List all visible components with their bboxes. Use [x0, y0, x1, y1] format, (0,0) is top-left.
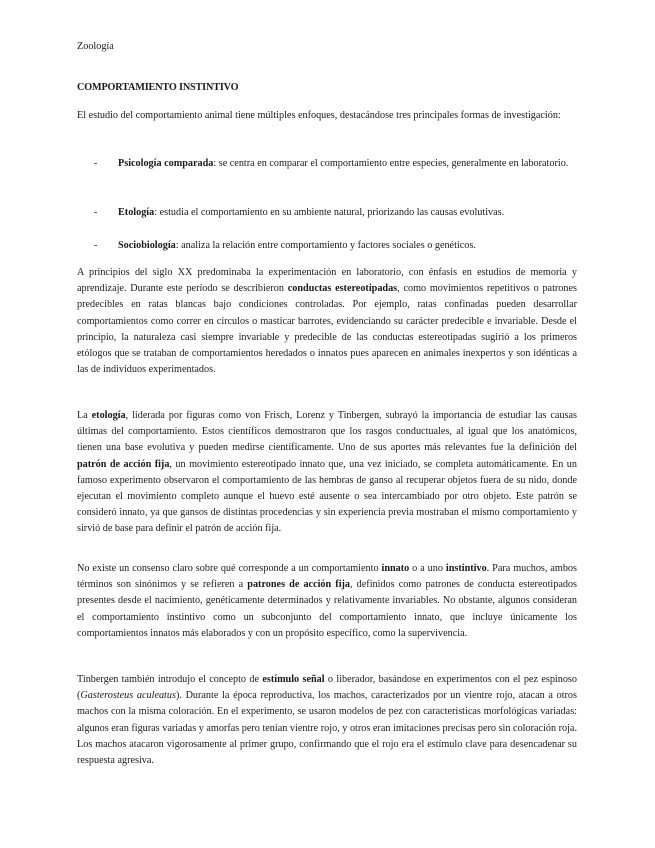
- paragraph-sign-stimulus: [77, 672, 577, 769]
- bold-term: patrón de acción fija: [77, 458, 170, 470]
- bullet-dash: -: [94, 158, 98, 169]
- paragraph-stereotyped-behavior: [77, 265, 577, 378]
- list-item-description: : estudia el comportamiento en su ambiente natural, priorizando las causas evolutivas.: [154, 207, 505, 218]
- text-run: La: [77, 410, 92, 421]
- bold-term: instintivo: [445, 563, 487, 574]
- list-item-term: Etología: [118, 207, 155, 218]
- bold-term: estímulo señal: [262, 674, 325, 685]
- bullet-dash: -: [94, 207, 98, 218]
- text-run: , definidos como patrones de conducta estereotipados presentes desde el nacimiento, genéticamente determinados y relativamente invariables. No obstante, algunos consideran el comportamiento instintivo como un subconjunto del comportamiento innato, que incluye únicamente los comportamientos innatos más elaborados y con un propósito específico, como la supervivencia.: [77, 579, 577, 639]
- list-item-text: [118, 238, 577, 254]
- list-item-term: Sociobiología: [118, 240, 176, 251]
- list-item-term: Psicología comparada: [118, 158, 214, 169]
- text-run: o liberador, basándose en experimentos con el pez espinoso (: [77, 674, 577, 702]
- bold-term: patrones de acción fija: [247, 579, 351, 591]
- text-run: No existe un consenso claro sobre qué corresponde a un comportamiento: [77, 563, 382, 574]
- text-run: , como movimientos repetitivos o patrones predecibles en ratas blancas bajo condiciones controladas. Por ejemplo, ratas confinadas pueden desarrollar comportamientos como correr en círculos o masticar barrotes, evidenciando su carácter predecible e invariable. Desde el principio, la naturaleza casi siempre invariable y predecible de las conductas estereotipadas sugirió a los primeros etólogos que se trataban de comportamientos heredados o innatos pues aparecen en animales inexpertos y son idénticas a las de individuos experimentados.: [77, 283, 577, 376]
- bold-term: innato: [381, 563, 410, 574]
- paragraph-ethology: [77, 408, 577, 538]
- list-item: [94, 238, 577, 254]
- intro-paragraph: El estudio del comportamiento animal tiene múltiples enfoques, destacándose tres principales formas de investigación:: [77, 110, 561, 121]
- paragraph-innate-instinctive: [77, 561, 577, 642]
- list-item: [94, 156, 577, 172]
- text-run: o a uno: [409, 563, 446, 574]
- text-run: ). Durante la época reproductiva, los machos, caracterizados por un vientre rojo, atacan a otros machos con la misma coloración. En el experimento, se usaron modelos de pez con características morfológicas variadas: algunos eran figuras variadas y amorfas pero tenían vientre rojo, y otros eran imitaciones precisas pero sin coloración roja. Los machos atacaron vigorosamente al primer grupo, confirmando que el rojo era el estímulo clave para desencadenar su respuesta agresiva.: [77, 690, 577, 767]
- page-title: COMPORTAMIENTO INSTINTIVO: [77, 82, 239, 93]
- text-run: , un movimiento estereotipado innato que, una vez iniciado, se completa automáticamente. En un famoso experimento observaron el comportamiento de las hembras de ganso al recuperar objetos fuera de su nido, donde ejecutan el movimiento completo aunque el huevo esté ausente o sea intercambiado por otro objeto. Este patrón se consideró innato, ya que gansos de distintas procedencias y sin experiencia previa mostraban el mismo comportamiento y sirvió de base para definir el patrón de acción fija.: [77, 458, 577, 535]
- species-name: Gasterosteus aculeatus: [80, 690, 176, 702]
- list-item-text: [118, 205, 577, 221]
- bold-term: etología: [91, 410, 126, 421]
- list-item-text: [118, 156, 577, 172]
- list-item: [94, 205, 577, 221]
- text-run: . Para muchos, ambos términos son sinónimos y se refieren a: [77, 563, 577, 591]
- subject-label: Zoología: [77, 41, 114, 52]
- list-item-description: : analiza la relación entre comportamiento y factores sociales o genéticos.: [175, 240, 476, 251]
- list-item-description: : se centra en comparar el comportamiento entre especies, generalmente en laboratorio.: [213, 158, 569, 169]
- bold-term: conductas estereotipadas: [287, 283, 398, 295]
- text-run: A principios del siglo XX predominaba la experimentación en laboratorio, con énfasis en estudios de memoria y aprendizaje. Durante este período se describieron: [77, 267, 577, 295]
- text-run: , liderada por figuras como von Frisch, Lorenz y Tinbergen, subrayó la importancia de estudiar las causas últimas del comportamiento. Estos científicos demostraron que los rasgos conductuales, al igual que los anatómicos, tienen una base evolutiva y pueden medirse científicamente. Uno de sus aportes más relevantes fue la definición del: [77, 410, 577, 454]
- text-run: Tinbergen también introdujo el concepto de: [77, 674, 263, 685]
- bullet-dash: -: [94, 240, 98, 251]
